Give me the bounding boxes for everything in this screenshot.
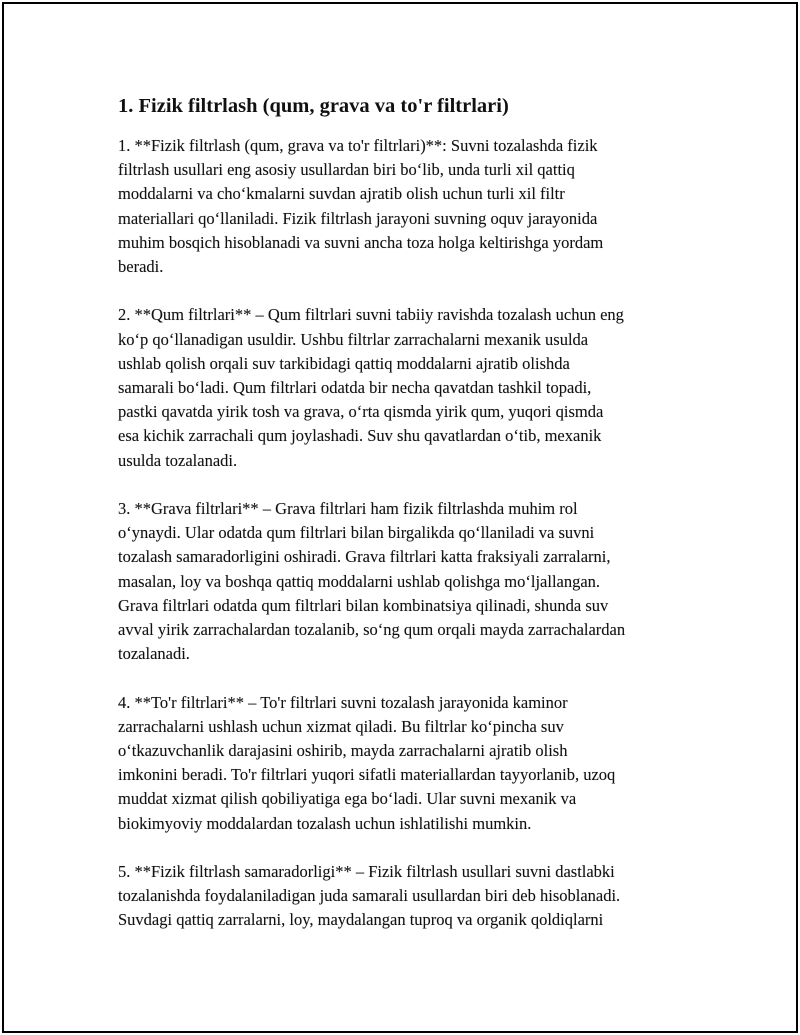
paragraph-qum-filtrlari: 2. **Qum filtrlari** – Qum filtrlari suvni tabiiy ravishda tozalash uchun eng ko‘p qo‘llanadigan usuldir. Ushbu filtrlar zarrachalarni mexanik usulda ushlab qolish orqali suv tarkibidagi qattiq moddalarni ajratib olishda samarali bo‘ladi. Qum filtrlari odatda bir necha qavatdan tashkil topadi, pastki qavatda yirik tosh va grava, o‘rta qismda yirik qum, yuqori qismda esa kichik zarrachali qum joylashadi. Suv shu qavatlardan o‘tib, mexanik usulda tozalanadi.	[118, 305, 624, 470]
document-title: 1. Fizik filtrlash (qum, grava va to'r filtrlari)	[118, 95, 509, 117]
paragraph-samaradorligi: 5. **Fizik filtrlash samaradorligi** – Fizik filtrlash usullari suvni dastlabki tozalanishda foydalaniladigan juda samarali usullardan biri deb hisoblanadi. Suvdagi qattiq zarralarni, loy, maydalangan tuproq va organik qoldiqlarni	[118, 862, 621, 930]
paragraph-tor-filtrlari: 4. **To'r filtrlari** – To'r filtrlari suvni tozalash jarayonida kaminor zarrachalarni ushlash uchun xizmat qiladi. Bu filtrlar ko‘pincha suv o‘tkazuvchanlik darajasini oshirib, mayda zarrachalarni ajratib olish imkonini beradi. To'r filtrlari yuqori sifatli materiallardan tayyorlanib, uzoq muddat xizmat qilish qobiliyatiga ega bo‘ladi. Ular suvni mexanik va biokimyoviy moddalardan tozalash uchun ishlatilishi mumkin.	[118, 692, 616, 833]
paragraph-grava-filtrlari: 3. **Grava filtrlari** – Grava filtrlari ham fizik filtrlashda muhim rol o‘ynaydi. Ular odatda qum filtrlari bilan birgalikda qo‘llaniladi va suvni tozalash samaradorligini oshiradi. Grava filtrlari katta fraksiyali zarralarni, masalan, loy va boshqa qattiq moddalarni ushlab qolishga mo‘ljallangan. Grava filtrlari odatda qum filtrlari bilan kombinatsiya qilinadi, shunda suv avval yirik zarrachalardan tozalanib, so‘ng qum orqali mayda zarrachalardan tozalanadi.	[118, 499, 626, 664]
document-body	[118, 92, 688, 957]
paragraph-fizik-filtrlash: 1. **Fizik filtrlash (qum, grava va to'r filtrlari)**: Suvni tozalashda fizik filtrlash usullari eng asosiy usullardan biri bo‘lib, unda turli xil qattiq moddalarni va cho‘kmalarni suvdan ajratib olish uchun turli xil filtr materiallari qo‘llaniladi. Fizik filtrlash jarayoni suvning oquv jarayonida muhim bosqich hisoblanadi va suvni ancha toza holga keltirishga yordam beradi.	[118, 136, 604, 277]
